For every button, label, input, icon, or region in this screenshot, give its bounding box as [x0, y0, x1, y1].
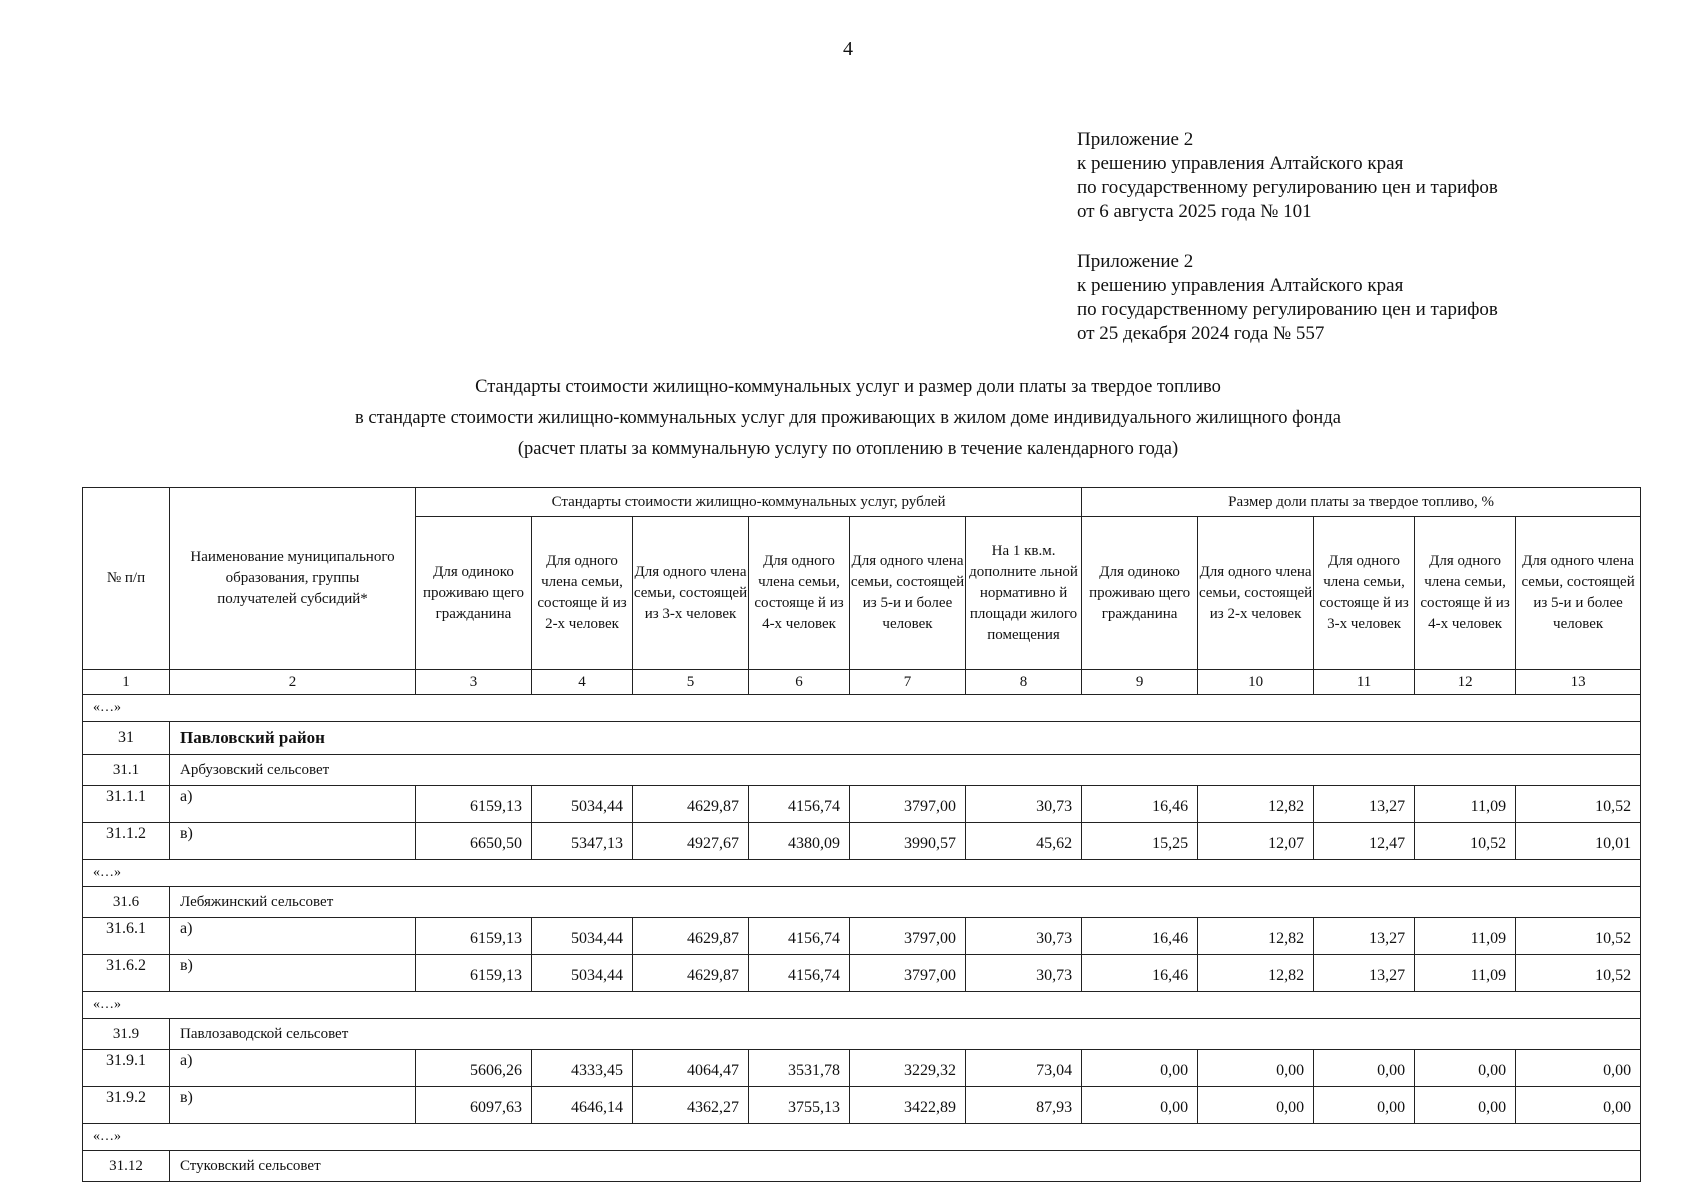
appendix-current: [1077, 128, 1498, 224]
ellipsis-text: «…»: [83, 695, 1641, 722]
table-cell: 6159,13: [416, 918, 532, 955]
table-cell: 0,00: [1314, 1087, 1415, 1124]
header-col-5: Для одного члена семьи, состоящей из 3-х человек: [633, 517, 749, 670]
omitted-rows: [83, 860, 1641, 887]
table-cell: 4927,67: [633, 823, 749, 860]
table-cell: 10,52: [1516, 918, 1641, 955]
appendix-current-line2: к решению управления Алтайского края: [1077, 153, 1404, 174]
table-cell: 13,27: [1314, 955, 1415, 992]
appendix-current-line3: по государственному регулированию цен и тарифов: [1077, 177, 1498, 198]
group-num: 31.6: [83, 887, 170, 918]
appendix-current-line1: Приложение 2: [1077, 129, 1194, 150]
title-line1: Стандарты стоимости жилищно-коммунальных услуг и размер доли платы за твердое топливо: [475, 377, 1221, 397]
table-cell: 0,00: [1314, 1050, 1415, 1087]
table-cell: 6159,13: [416, 955, 532, 992]
row-group-label: в): [170, 955, 416, 992]
column-number: 10: [1198, 670, 1314, 695]
group-name: Павлозаводской сельсовет: [170, 1019, 1641, 1050]
table-cell: 16,46: [1082, 786, 1198, 823]
table-cell: 11,09: [1415, 918, 1516, 955]
table-cell: 4629,87: [633, 955, 749, 992]
header-col-num: № п/п: [83, 488, 170, 670]
header-col-8: На 1 кв.м. дополните льной нормативно й площади жилого помещения: [966, 517, 1082, 670]
appendix-previous: [1077, 250, 1498, 346]
table-cell: 87,93: [966, 1087, 1082, 1124]
table-cell: 0,00: [1198, 1050, 1314, 1087]
table-cell: 0,00: [1516, 1050, 1641, 1087]
table-cell: 10,52: [1415, 823, 1516, 860]
table-cell: 12,07: [1198, 823, 1314, 860]
column-number: 8: [966, 670, 1082, 695]
header-col-7: Для одного члена семьи, состоящей из 5-и и более человек: [850, 517, 966, 670]
table-cell: 5034,44: [532, 918, 633, 955]
row-group-label: а): [170, 918, 416, 955]
table-cell: 13,27: [1314, 786, 1415, 823]
header-col-11: Для одного члена семьи, состояще й из 3-х человек: [1314, 517, 1415, 670]
page-number: 4: [843, 38, 853, 60]
row-num: 31.1.2: [83, 823, 170, 860]
table-cell: 10,52: [1516, 955, 1641, 992]
table-cell: 30,73: [966, 786, 1082, 823]
table-cell: 30,73: [966, 918, 1082, 955]
ellipsis-text: «…»: [83, 1124, 1641, 1151]
table-cell: 0,00: [1415, 1087, 1516, 1124]
column-number: 1: [83, 670, 170, 695]
column-number: 2: [170, 670, 416, 695]
row-group-label: а): [170, 1050, 416, 1087]
table-cell: 4629,87: [633, 918, 749, 955]
header-col-13: Для одного члена семьи, состоящей из 5-и и более человек: [1516, 517, 1641, 670]
table-cell: 30,73: [966, 955, 1082, 992]
table-cell: 12,82: [1198, 786, 1314, 823]
table-cell: 4380,09: [749, 823, 850, 860]
header-col-6: Для одного члена семьи, состояще й из 4-х человек: [749, 517, 850, 670]
table-row: [83, 1087, 1641, 1124]
header-group-fuel: Размер доли платы за твердое топливо, %: [1082, 488, 1641, 517]
ellipsis-text: «…»: [83, 992, 1641, 1019]
header-col-name: Наименование муниципального образования, группы получателей субсидий*: [170, 488, 416, 670]
row-num: 31.1.1: [83, 786, 170, 823]
table-row: [83, 1050, 1641, 1087]
table-cell: 11,09: [1415, 955, 1516, 992]
column-number: 9: [1082, 670, 1198, 695]
table-cell: 16,46: [1082, 955, 1198, 992]
table-cell: 3531,78: [749, 1050, 850, 1087]
row-num: 31.9.2: [83, 1087, 170, 1124]
group-num: 31.12: [83, 1151, 170, 1182]
column-number: 12: [1415, 670, 1516, 695]
omitted-rows: [83, 1124, 1641, 1151]
table-cell: 0,00: [1198, 1087, 1314, 1124]
table-cell: 73,04: [966, 1050, 1082, 1087]
table-row: [83, 823, 1641, 860]
tariff-table: [82, 487, 1641, 1182]
table-cell: 5347,13: [532, 823, 633, 860]
document-title: [0, 372, 1696, 465]
table-cell: 3797,00: [850, 918, 966, 955]
table-cell: 10,52: [1516, 786, 1641, 823]
group-row: [83, 887, 1641, 918]
region-num: 31: [83, 722, 170, 755]
table-cell: 6159,13: [416, 786, 532, 823]
omitted-rows: [83, 695, 1641, 722]
row-num: 31.9.1: [83, 1050, 170, 1087]
table-cell: 4064,47: [633, 1050, 749, 1087]
header-col-3: Для одиноко проживаю щего гражданина: [416, 517, 532, 670]
column-number: 13: [1516, 670, 1641, 695]
table-cell: 4362,27: [633, 1087, 749, 1124]
table-cell: 6097,63: [416, 1087, 532, 1124]
header-col-4: Для одного члена семьи, состояще й из 2-х человек: [532, 517, 633, 670]
appendix-previous-line4: от 25 декабря 2024 года № 557: [1077, 323, 1325, 344]
table-cell: 13,27: [1314, 918, 1415, 955]
column-number-row: [83, 670, 1641, 695]
table-cell: 45,62: [966, 823, 1082, 860]
appendix-current-line4: от 6 августа 2025 года № 101: [1077, 201, 1312, 222]
group-num: 31.9: [83, 1019, 170, 1050]
table-cell: 3797,00: [850, 786, 966, 823]
table-cell: 0,00: [1082, 1087, 1198, 1124]
header-col-12: Для одного члена семьи, состояще й из 4-х человек: [1415, 517, 1516, 670]
table-cell: 4333,45: [532, 1050, 633, 1087]
column-number: 11: [1314, 670, 1415, 695]
table-row: [83, 786, 1641, 823]
row-num: 31.6.2: [83, 955, 170, 992]
table-body: [83, 670, 1641, 1182]
table-cell: 3755,13: [749, 1087, 850, 1124]
header-col-9: Для одиноко проживаю щего гражданина: [1082, 517, 1198, 670]
table-cell: 4646,14: [532, 1087, 633, 1124]
column-number: 4: [532, 670, 633, 695]
table-row: [83, 955, 1641, 992]
group-name: Арбузовский сельсовет: [170, 755, 1641, 786]
table-cell: 15,25: [1082, 823, 1198, 860]
table-cell: 4156,74: [749, 786, 850, 823]
column-number: 7: [850, 670, 966, 695]
table-cell: 3229,32: [850, 1050, 966, 1087]
row-group-label: в): [170, 1087, 416, 1124]
table-cell: 4156,74: [749, 918, 850, 955]
table-cell: 4156,74: [749, 955, 850, 992]
table-cell: 10,01: [1516, 823, 1641, 860]
column-number: 3: [416, 670, 532, 695]
table-cell: 5034,44: [532, 955, 633, 992]
header-group-standards: Стандарты стоимости жилищно-коммунальных услуг, рублей: [416, 488, 1082, 517]
row-group-label: а): [170, 786, 416, 823]
table-row: [83, 918, 1641, 955]
table-cell: 5034,44: [532, 786, 633, 823]
table-cell: 0,00: [1082, 1050, 1198, 1087]
table-cell: 3422,89: [850, 1087, 966, 1124]
table-cell: 6650,50: [416, 823, 532, 860]
group-num: 31.1: [83, 755, 170, 786]
table-cell: 11,09: [1415, 786, 1516, 823]
table-cell: 12,82: [1198, 918, 1314, 955]
table-cell: 3797,00: [850, 955, 966, 992]
group-row: [83, 755, 1641, 786]
group-name: Стуковский сельсовет: [170, 1151, 1641, 1182]
table-cell: 4629,87: [633, 786, 749, 823]
table-cell: 16,46: [1082, 918, 1198, 955]
row-num: 31.6.1: [83, 918, 170, 955]
ellipsis-text: «…»: [83, 860, 1641, 887]
column-number: 5: [633, 670, 749, 695]
title-line2: в стандарте стоимости жилищно-коммунальных услуг для проживающих в жилом доме индивидуального жилищного фонда: [355, 408, 1341, 428]
group-row: [83, 1151, 1641, 1182]
appendix-previous-line2: к решению управления Алтайского края: [1077, 275, 1404, 296]
appendix-previous-line1: Приложение 2: [1077, 251, 1194, 272]
group-name: Лебяжинский сельсовет: [170, 887, 1641, 918]
table-cell: 5606,26: [416, 1050, 532, 1087]
title-line3: (расчет платы за коммунальную услугу по отоплению в течение календарного года): [517, 439, 1179, 459]
table-cell: 0,00: [1415, 1050, 1516, 1087]
row-group-label: в): [170, 823, 416, 860]
table-cell: 0,00: [1516, 1087, 1641, 1124]
table-cell: 12,82: [1198, 955, 1314, 992]
region-row: [83, 722, 1641, 755]
table-cell: 3990,57: [850, 823, 966, 860]
omitted-rows: [83, 992, 1641, 1019]
header-col-10: Для одного члена семьи, состоящей из 2-х человек: [1198, 517, 1314, 670]
appendix-previous-line3: по государственному регулированию цен и тарифов: [1077, 299, 1498, 320]
table-cell: 12,47: [1314, 823, 1415, 860]
region-name: Павловский район: [170, 722, 1641, 755]
column-number: 6: [749, 670, 850, 695]
group-row: [83, 1019, 1641, 1050]
